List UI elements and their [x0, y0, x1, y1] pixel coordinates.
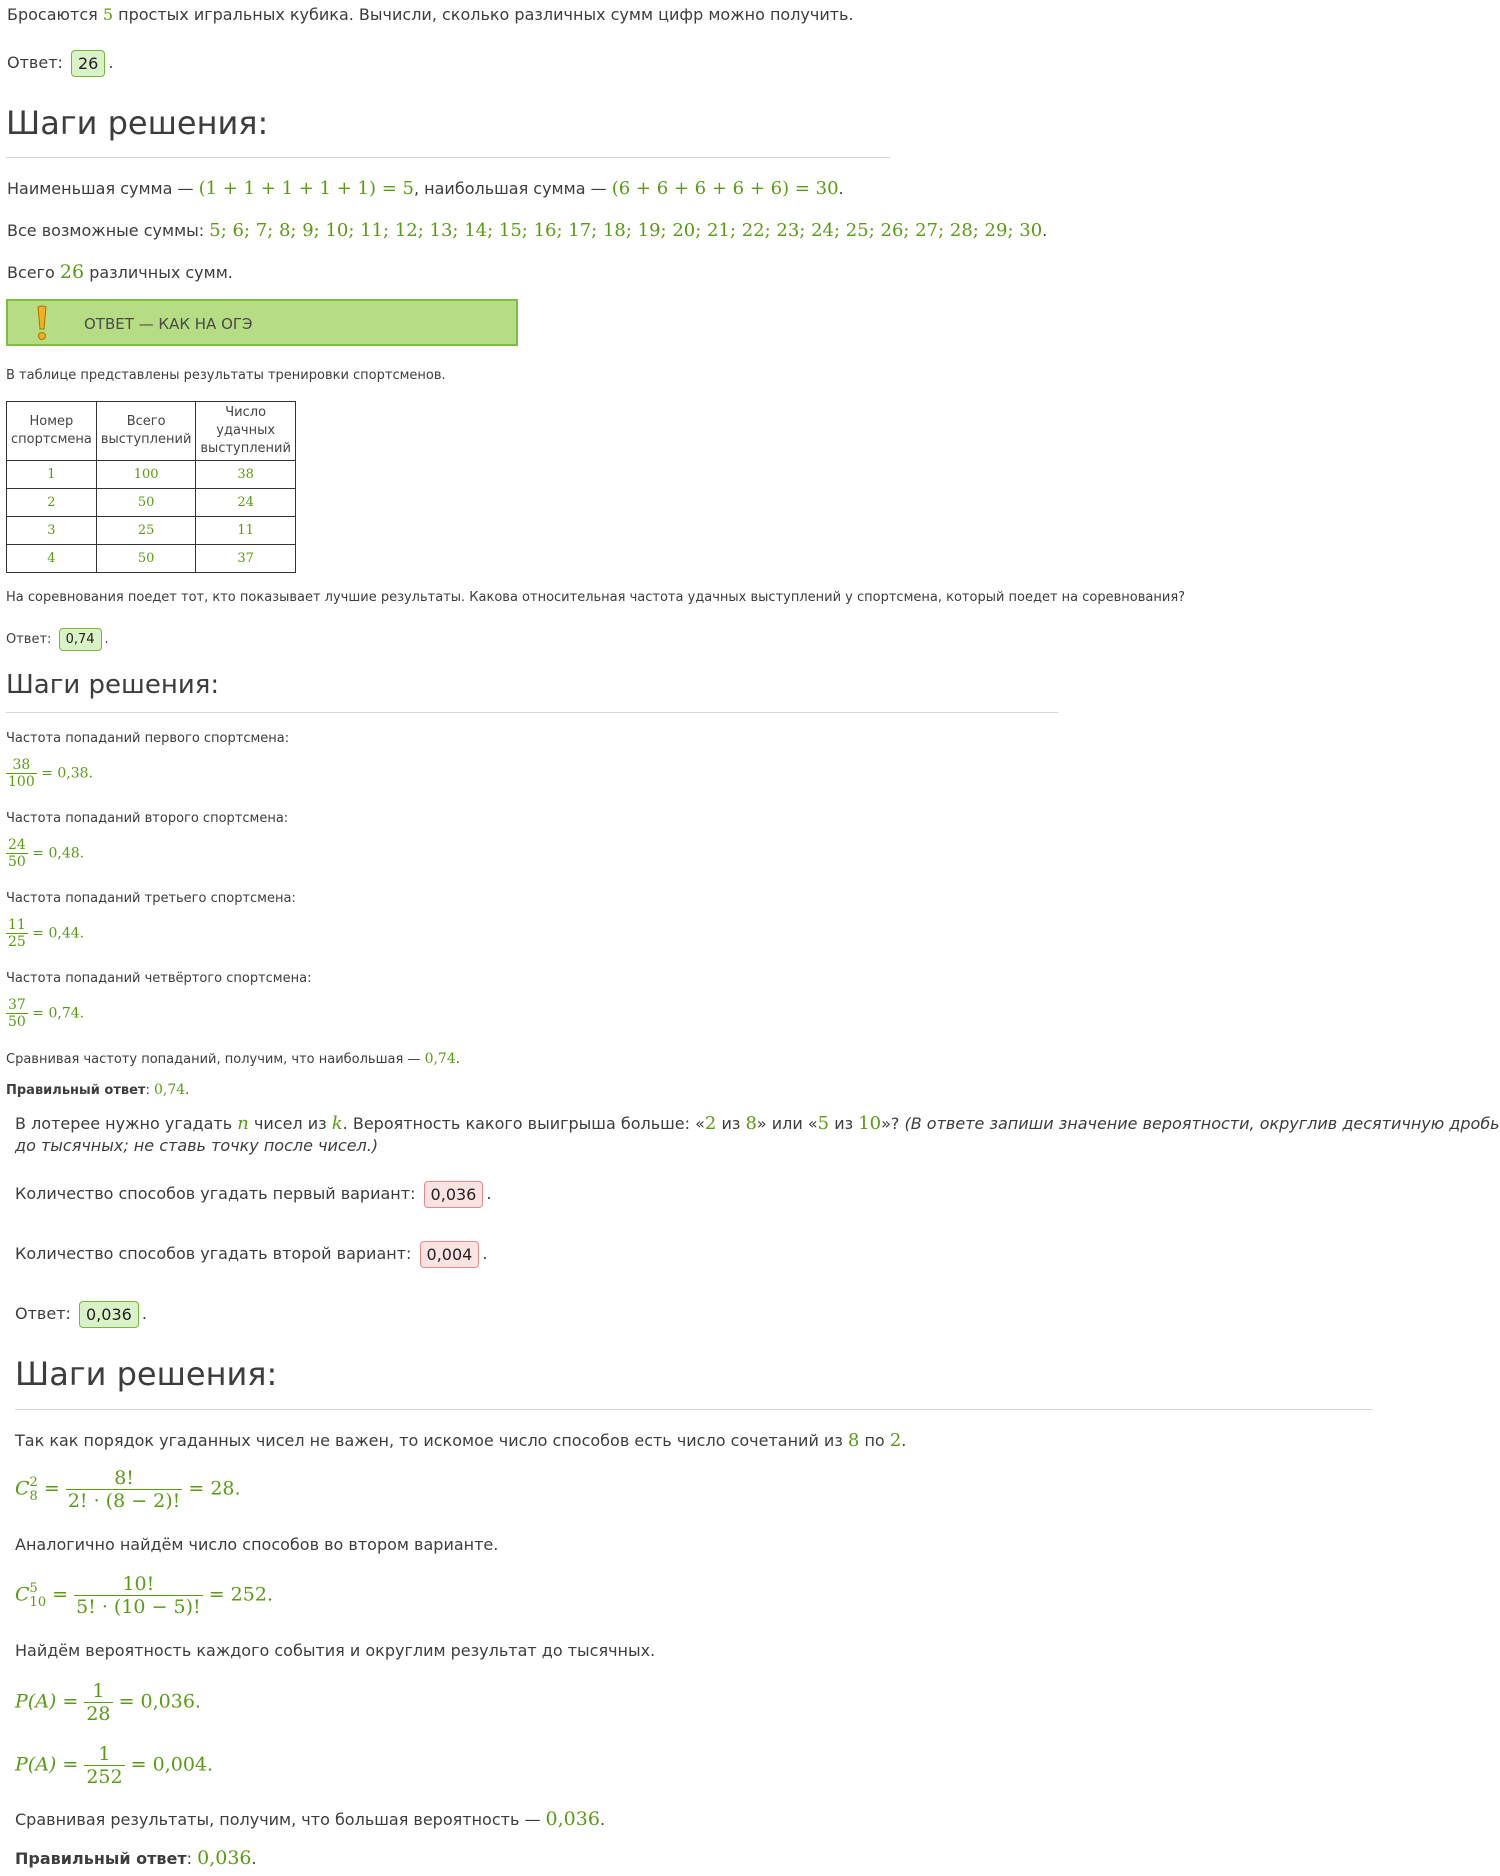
way2-row: Количество способов угадать второй вариант: 0,004 . — [15, 1241, 487, 1268]
problem2-intro: В таблице представлены результаты тренировки спортсменов. — [6, 368, 446, 383]
correct-answer: Правильный ответ: 0,036. — [15, 1847, 257, 1869]
text: Сравнивая результаты, получим, что большая вероятность — — [15, 1810, 541, 1829]
steps-title: Шаги решения: — [15, 1355, 278, 1393]
result: = 0,48. — [32, 845, 85, 862]
problem1-step3 — [7, 261, 233, 283]
problem2-question: На соревнования поедет тот, кто показывает лучшие результаты. Какова относительная частота удачных выступлений у спортсмена, который поедет на соревнования? — [6, 590, 1186, 605]
header-cell: Всего выступлений — [96, 402, 196, 461]
numerator: 1 — [84, 1743, 124, 1766]
table-row — [7, 517, 296, 545]
text: Всего — [7, 263, 55, 282]
result: = 252. — [208, 1583, 273, 1606]
math-value: 0,036 — [197, 1847, 252, 1869]
math-value: 2 — [704, 1113, 717, 1134]
step-text: Аналогично найдём число способов во втором варианте. — [15, 1535, 499, 1554]
answer-label: Ответ: — [15, 1304, 71, 1323]
way1-answer-box: 0,036 — [424, 1181, 484, 1208]
answer-label: Ответ: — [7, 53, 63, 72]
subscript: 10 — [29, 1594, 47, 1610]
cell: 38 — [196, 461, 296, 489]
cell: 3 — [7, 517, 97, 545]
denominator: 5! · (10 − 5)! — [76, 1596, 201, 1618]
math-value: 0,036 — [545, 1808, 600, 1830]
fraction-line — [6, 837, 84, 870]
divider — [15, 1409, 1373, 1410]
fraction — [66, 1467, 182, 1512]
cell: 50 — [96, 545, 196, 573]
way1-label: Количество способов угадать первый вариант: — [15, 1184, 416, 1203]
math-symbol: P(A) = — [15, 1690, 79, 1713]
fraction-line — [6, 997, 84, 1030]
text: Так как порядок угаданных чисел не важен, то искомое число способов есть число сочетаний из — [15, 1431, 843, 1450]
math-symbol: C — [15, 1583, 30, 1606]
cell: 37 — [196, 545, 296, 573]
text: Сравнивая частоту попаданий, получим, что наибольшая — — [6, 1052, 421, 1067]
step-text: Частота попаданий второго спортсмена: — [6, 811, 289, 826]
math-var: k — [331, 1113, 343, 1134]
answer-box: 0,036 — [79, 1301, 139, 1328]
cell: 24 — [196, 489, 296, 517]
cell: 1 — [7, 461, 97, 489]
numerator: 8! — [66, 1467, 182, 1490]
combination-formula-2: C 5 10 = $\frac{10!}{5! \cdot (10 - 5)!}$ = 252. — [15, 1573, 273, 1618]
probability-formula-1 — [15, 1680, 201, 1725]
step-text: Частота попаданий четвёртого спортсмена: — [6, 971, 312, 986]
result: = 0,036. — [118, 1690, 201, 1713]
denominator: 252 — [86, 1766, 123, 1788]
math-value: 8 — [745, 1113, 757, 1134]
math-value: 0,74 — [424, 1051, 456, 1067]
text: простых игральных кубика. Вычисли, сколько различных сумм цифр можно получить. — [118, 5, 854, 24]
steps-title: Шаги решения: — [6, 104, 269, 142]
cell: 11 — [196, 517, 296, 545]
numerator: 38 — [6, 757, 37, 774]
divider — [6, 712, 1058, 713]
math-value: 0,74 — [153, 1082, 186, 1098]
text: чисел из — [253, 1114, 327, 1133]
numerator: 24 — [8, 837, 26, 853]
numerator: 1 — [84, 1680, 112, 1703]
subscript: 8 — [29, 1488, 38, 1504]
table-header-row — [7, 402, 296, 461]
answer-box: 0,74 — [59, 628, 102, 651]
table-row — [7, 461, 296, 489]
cell: 2 — [7, 489, 97, 517]
denominator: 50 — [8, 854, 26, 870]
comparison-text: Сравнивая частоту попаданий, получим, что наибольшая — 0,74. — [6, 1051, 460, 1067]
oge-answer-banner[interactable] — [6, 299, 518, 346]
math-value: 8 — [847, 1430, 860, 1451]
problem1-answer: Ответ: 26 . — [7, 50, 113, 77]
problem3-answer: Ответ: 0,036 . — [15, 1301, 147, 1328]
header-cell: Число удачных выступлений — [196, 402, 296, 461]
fraction-line — [6, 917, 84, 950]
fraction — [6, 917, 28, 950]
cell: 100 — [96, 461, 196, 489]
exclamation-icon — [34, 305, 50, 341]
problem3-note: до тысячных; не ставь точку после чисел.) — [15, 1136, 379, 1155]
fraction — [6, 757, 37, 790]
fraction — [84, 1680, 112, 1725]
answer-label: Ответ: — [6, 632, 52, 647]
fraction — [74, 1573, 203, 1618]
text: из — [721, 1114, 741, 1133]
math-value: 5 — [817, 1113, 830, 1134]
text: Все возможные суммы: — [7, 221, 205, 240]
step-text: Так как порядок угаданных чисел не важен, то искомое число способов есть число сочетаний из 8 по 2. — [15, 1430, 907, 1451]
result: = 0,004. — [130, 1753, 214, 1776]
math-var: n — [237, 1113, 249, 1134]
way2-answer-box: 0,004 — [420, 1241, 480, 1268]
text: . Вероятность какого выигрыша больше: « — [342, 1114, 705, 1133]
text: различных сумм. — [89, 263, 233, 282]
step-text: Частота попаданий первого спортсмена: — [6, 731, 290, 746]
text: из — [834, 1114, 854, 1133]
results-table — [6, 401, 296, 573]
note-text: (В ответе запиши значение вероятности, округлив десятичную дробь — [904, 1114, 1500, 1133]
math-expr: (6 + 6 + 6 + 6 + 6) = 30 — [611, 178, 839, 199]
math-expr: (1 + 1 + 1 + 1 + 1) = 5 — [198, 178, 414, 199]
math-list: 5; 6; 7; 8; 9; 10; 11; 12; 13; 14; 15; 16; 17; 18; 19; 20; 21; 22; 23; 24; 25; 26; 27; 28; 29; 30 — [209, 220, 1043, 241]
answer-box: 26 — [71, 50, 105, 77]
step-text: Найдём вероятность каждого события и округлим результат до тысячных. — [15, 1641, 656, 1660]
math-value: 2 — [889, 1430, 902, 1451]
denominator: 25 — [8, 934, 26, 950]
superscript: 2 — [29, 1474, 38, 1490]
cell: 4 — [7, 545, 97, 573]
problem2-answer: Ответ: 0,74 . — [6, 628, 109, 651]
superscript: 5 — [29, 1580, 38, 1596]
problem1-step2: Все возможные суммы: 5; 6; 7; 8; 9; 10; 11; 12; 13; 14; 15; 16; 17; 18; 19; 20; 21; 22; 23; 24; 25; 26; 27; 28; 29; 30. — [7, 220, 1048, 241]
denominator: 50 — [8, 1014, 26, 1030]
probability-formula-2 — [15, 1743, 213, 1788]
text: Наименьшая сумма — — [7, 179, 194, 198]
result: = 0,74. — [32, 1005, 85, 1022]
problem1-question — [7, 5, 854, 24]
fraction — [84, 1743, 124, 1788]
header-cell: Номер спортсмена — [7, 402, 97, 461]
text: В лотерее нужно угадать — [15, 1114, 233, 1133]
denominator: 100 — [8, 774, 35, 790]
correct-label: Правильный ответ — [6, 1083, 146, 1098]
math-symbol: C — [15, 1477, 30, 1500]
math-symbol: P(A) = — [15, 1753, 79, 1776]
text: , наибольшая сумма — — [413, 179, 607, 198]
way1-row: Количество способов угадать первый вариант: 0,036 . — [15, 1181, 491, 1208]
text: »? — [881, 1114, 900, 1133]
fraction — [6, 837, 28, 870]
fraction — [6, 997, 28, 1030]
problem3-question — [15, 1113, 1500, 1134]
cell: 50 — [96, 489, 196, 517]
correct-label: Правильный ответ — [15, 1849, 187, 1868]
banner-label: ОТВЕТ — КАК НА ОГЭ — [84, 315, 253, 333]
result: = 0,38. — [41, 765, 93, 782]
numerator: 37 — [8, 997, 26, 1013]
table-row — [7, 545, 296, 573]
denominator: 2! · (8 − 2)! — [67, 1490, 181, 1512]
text: » или « — [756, 1114, 818, 1133]
steps-title: Шаги решения: — [6, 670, 220, 700]
cell: 25 — [96, 517, 196, 545]
fraction-line — [6, 757, 93, 790]
math-value: 26 — [59, 261, 85, 283]
text: по — [864, 1431, 885, 1450]
numerator: 11 — [8, 917, 26, 933]
problem1-step1: Наименьшая сумма — (1 + 1 + 1 + 1 + 1) = 5, наибольшая сумма — (6 + 6 + 6 + 6 + 6) = 30. — [7, 178, 844, 199]
math-value: 5 — [102, 5, 114, 24]
step-text: Частота попаданий третьего спортсмена: — [6, 891, 296, 906]
result: = 28. — [188, 1477, 241, 1500]
combination-formula-1: C 2 8 = $\frac{8!}{2! \cdot (8 - 2)!}$ = 28. — [15, 1467, 241, 1512]
way2-label: Количество способов угадать второй вариант: — [15, 1244, 412, 1263]
text: Бросаются — [7, 5, 98, 24]
denominator: 28 — [86, 1703, 111, 1725]
result: = 0,44. — [32, 925, 85, 942]
comparison-text: Сравнивая результаты, получим, что большая вероятность — 0,036. — [15, 1808, 606, 1830]
correct-answer: Правильный ответ: 0,74. — [6, 1082, 190, 1098]
numerator: 10! — [74, 1573, 203, 1596]
math-value: 10 — [858, 1113, 882, 1134]
table-row — [7, 489, 296, 517]
divider — [6, 157, 890, 158]
